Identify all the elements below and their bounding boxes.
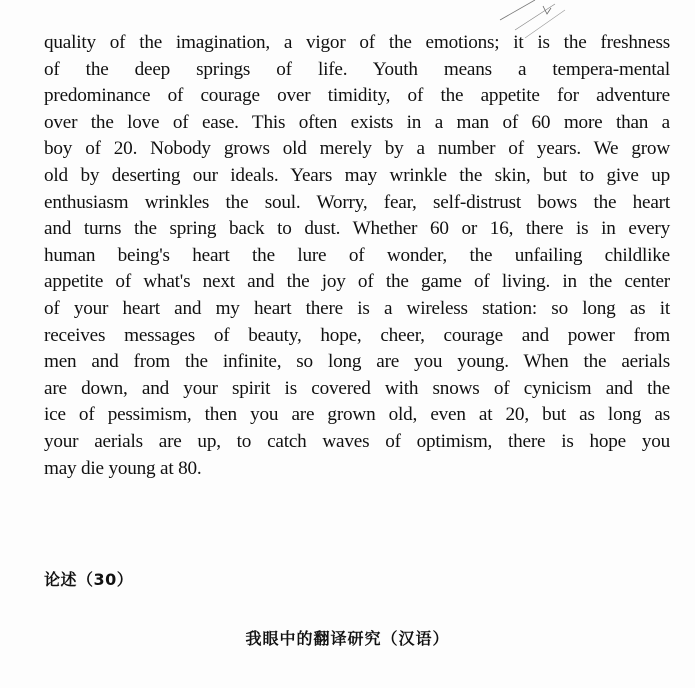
essay-title: 我眼中的翻译研究（汉语）: [245, 629, 450, 648]
passage-line: receives messages of beauty, hope, cheer, courage and power from: [44, 324, 670, 346]
passage-line: boy of 20. Nobody grows old merely by a number of years. We grow: [44, 138, 670, 160]
passage-line: human being's heart the lure of wonder, the unfailing childlike: [44, 244, 670, 266]
passage-line: of your heart and my heart there is a wireless station: so long as it: [44, 297, 670, 319]
passage-line: quality of the imagination, a vigor of the emotions; it is the freshness: [44, 32, 670, 53]
passage-line: predominance of courage over timidity, of the appetite for adventure: [44, 85, 670, 107]
passage-line: of the deep springs of life. Youth means a tempera-mental: [44, 58, 670, 80]
passage-line: appetite of what's next and the joy of the game of living. in the center: [44, 271, 670, 293]
passage-line: are down, and your spirit is covered with snows of cynicism and the: [44, 377, 670, 399]
section-heading: 论述（30）: [44, 570, 134, 589]
passage-line: and turns the spring back to dust. Whether 60 or 16, there is in every: [44, 218, 670, 240]
passage-line: old by deserting our ideals. Years may wrinkle the skin, but to give up: [44, 164, 670, 186]
passage-line: your aerials are up, to catch waves of optimism, there is hope you: [44, 430, 670, 452]
passage-line: over the love of ease. This often exists in a man of 60 more than a: [44, 111, 670, 133]
english-passage: [44, 30, 670, 482]
passage-line: men and from the infinite, so long are you young. When the aerials: [44, 351, 670, 373]
passage-line: may die young at 80.: [44, 457, 202, 479]
passage-line: enthusiasm wrinkles the soul. Worry, fear, self-distrust bows the heart: [44, 191, 670, 213]
passage-line: ice of pessimism, then you are grown old, even at 20, but as long as: [44, 404, 670, 426]
